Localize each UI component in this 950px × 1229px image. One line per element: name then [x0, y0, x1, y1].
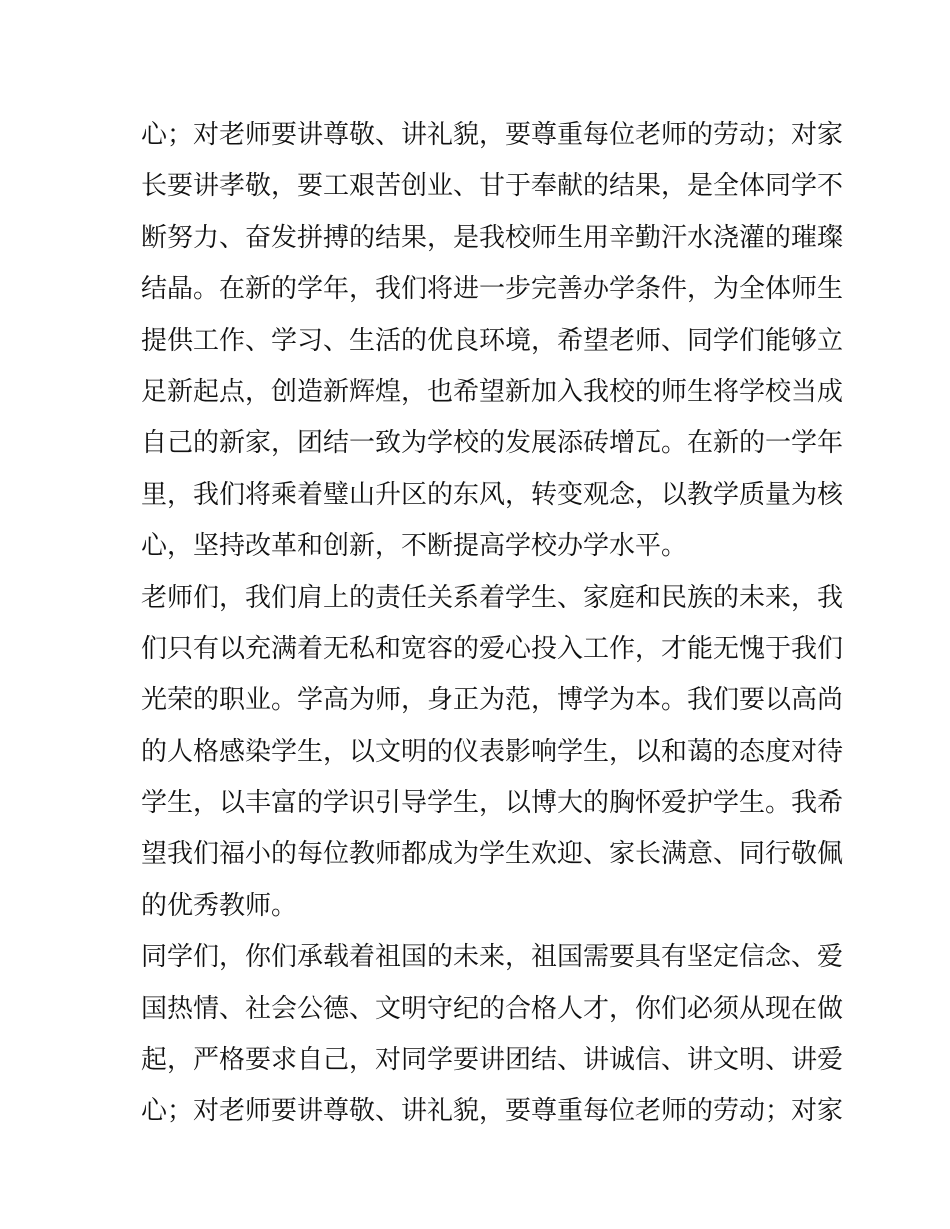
text-line: 们只有以充满着无私和宽容的爱心投入工作，才能无愧于我们: [141, 633, 844, 664]
text-line: 足新起点，创造新辉煌，也希望新加入我校的师生将学校当成: [141, 376, 844, 407]
text-line: 望我们福小的每位教师都成为学生欢迎、家长满意、同行敬佩: [141, 839, 844, 870]
text-line: 心；对老师要讲尊敬、讲礼貌，要尊重每位老师的劳动；对家: [141, 1096, 844, 1127]
text-line: 提供工作、学习、生活的优良环境，希望老师、同学们能够立: [141, 325, 844, 356]
text-line: 心，坚持改革和创新，不断提高学校办学水平。: [141, 531, 688, 562]
text-line: 长要讲孝敬，要工艰苦创业、甘于奉献的结果，是全体同学不: [141, 171, 844, 202]
text-line: 老师们，我们肩上的责任关系着学生、家庭和民族的未来，我: [141, 582, 844, 613]
text-line: 心；对老师要讲尊敬、讲礼貌，要尊重每位老师的劳动；对家: [141, 120, 844, 150]
text-line: 里，我们将乘着璧山升区的东风，转变观念，以教学质量为核: [141, 479, 844, 510]
text-line: 国热情、社会公德、文明守纪的合格人才，你们必须从现在做: [141, 993, 844, 1024]
text-line: 同学们，你们承载着祖国的未来，祖国需要具有坚定信念、爱: [141, 942, 844, 973]
text-line: 的人格感染学生，以文明的仪表影响学生，以和蔼的态度对待: [141, 736, 844, 767]
text-line: 结晶。在新的学年，我们将进一步完善办学条件，为全体师生: [141, 274, 844, 305]
text-line: 光荣的职业。学高为师，身正为范，博学为本。我们要以高尚: [141, 685, 844, 716]
text-line: 学生，以丰富的学识引导学生，以博大的胸怀爱护学生。我希: [141, 788, 844, 819]
text-line: 起，严格要求自己，对同学要讲团结、讲诚信、讲文明、讲爱: [141, 1045, 844, 1076]
text-line: 自己的新家，团结一致为学校的发展添砖增瓦。在新的一学年: [141, 428, 844, 459]
text-line: 断努力、奋发拼搏的结果，是我校师生用辛勤汗水浇灌的璀璨: [141, 222, 844, 253]
text-line: 的优秀教师。: [141, 890, 298, 921]
body-text: [141, 110, 844, 1138]
